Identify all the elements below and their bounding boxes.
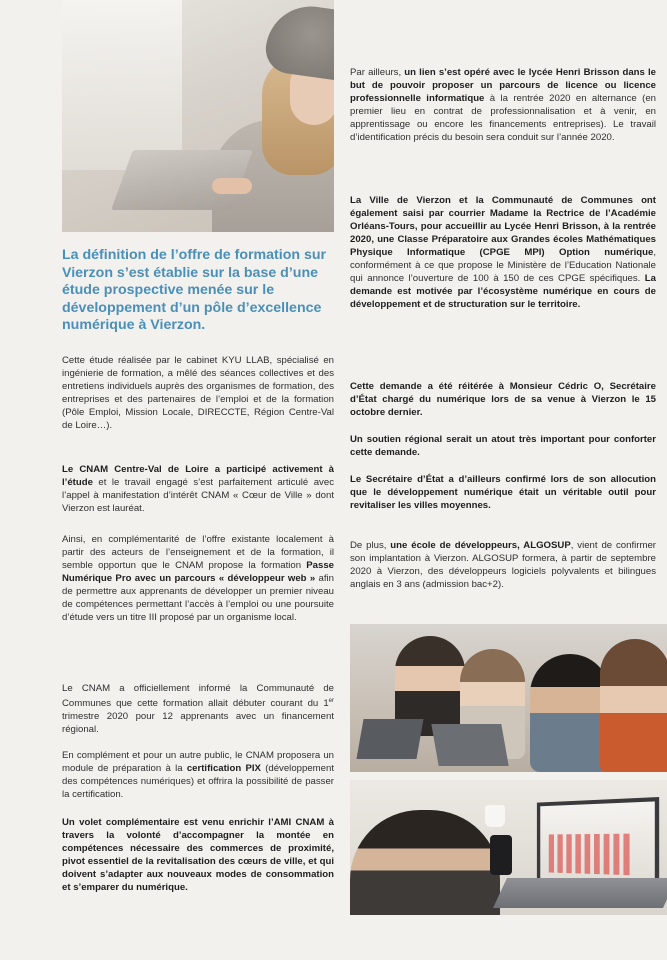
photo-students-group [350, 624, 667, 772]
paragraph-secretaire: Le Secrétaire d’État a d’ailleurs confirmé lors de son allocution que le développement numérique était un véritable outil pour revitaliser les villes moyennes. [350, 474, 656, 512]
paragraph-cnam: Le CNAM Centre-Val de Loire a participé activement à l’étude et le travail engagé s’est parfaitement articulé avec l’appel à manifestation d’intérêt CNAM « Cœur de Ville » dont Vierzon est lauréat. [62, 464, 334, 515]
paragraph-passe-numerique: Ainsi, en complémentarité de l’offre existante localement à partir des acteurs de l’enseignement et de la formation, il semble opportun que le CNAM propose la formation Passe Numérique Pro avec un parcours « développeur web » afin de permettre aux apprenants de développer un premier niveau de compétences permettant l’accès à l’emploi ou une poursuite d’étude vers un titre III proposé par un organisme local. [62, 534, 334, 624]
paragraph-soutien: Un soutien régional serait un atout très important pour conforter cette demande. [350, 434, 656, 459]
section-heading: La définition de l’offre de formation sur Vierzon s’est établie sur la base d’une étude prospective menée sur le développement d’un pôle d’excellence numérique à Vierzon. [62, 247, 327, 334]
paragraph-communaute: Le CNAM a officiellement informé la Communauté de Communes que cette formation allait débuter courant du 1er trimestre 2020 pour 12 apprenants avec un financement régional. [62, 683, 334, 736]
paragraph-etude: Cette étude réalisée par le cabinet KYU LLAB, spécialisé en ingénierie de formation, a mêlé des séances collectives et des entretiens individuels auprès des organismes de formation, des entreprises et des partenaires de l’emploi et de la formation (Pôle Emploi, Mission Locale, DIRECCTE, Région Centre-Val de Loire…). [62, 355, 334, 432]
paragraph-cpge: La Ville de Vierzon et la Communauté de Communes ont également saisi par courrier Madame la Rectrice de l’Académie Orléans-Tours, pour accueillir au Lycée Henri Brisson, à la rentrée 2020, une Classe Préparatoire aux Grandes écoles Mathématiques Physique Informatique (CPGE MPI) Option numérique, conformément à ce que propose le Ministère de l’Education Nationale qui annonce l’ouverture de 100 à 150 de ces CPGE spécifiques. La demande est motivée par l’écosystème numérique en cours de développement et de structuration sur le territoire. [350, 195, 656, 311]
paragraph-volet: Un volet complémentaire est venu enrichir l’AMI CNAM à travers la volonté d’accompagner la montée en compétences nécessaire des commerces de proximité, pivot essentiel de la revitalisation des cœurs de ville, et qui doivent s’adapter aux nouveaux modes de consommation et s’emparer du numérique. [62, 817, 334, 894]
paragraph-algosup: De plus, une école de développeurs, ALGOSUP, vient de confirmer son implantation à Vierzon. ALGOSUP formera, à partir de septembre 2020 à Vierzon, des développeurs logiciels polyvalents et bilingues anglais en 3 ans (admission bac+2). [350, 540, 656, 591]
paragraph-lycee: Par ailleurs, un lien s’est opéré avec le lycée Henri Brisson dans le but de pouvoir proposer un parcours de licence ou licence professionnelle informatique à la rentrée 2020 en alternance (en premier lieu en contrat de professionnalisation et à venir, en apprentissage ou encore les financements entreprises). Le travail d’identification précis du besoin sera conduit sur l’année 2020. [350, 67, 656, 144]
photo-woman-laptop [62, 0, 334, 232]
paragraph-cedric-o: Cette demande a été réitérée à Monsieur Cédric O, Secrétaire d’État chargé du numérique lors de sa venue à Vierzon le 15 octobre dernier. [350, 381, 656, 419]
paragraph-pix: En complément et pour un autre public, le CNAM proposera un module de préparation à la certification PIX (développement des compétences numériques) et offrira la possibilité de passer la certification. [62, 750, 334, 801]
photo-laptop-phone [350, 780, 667, 915]
